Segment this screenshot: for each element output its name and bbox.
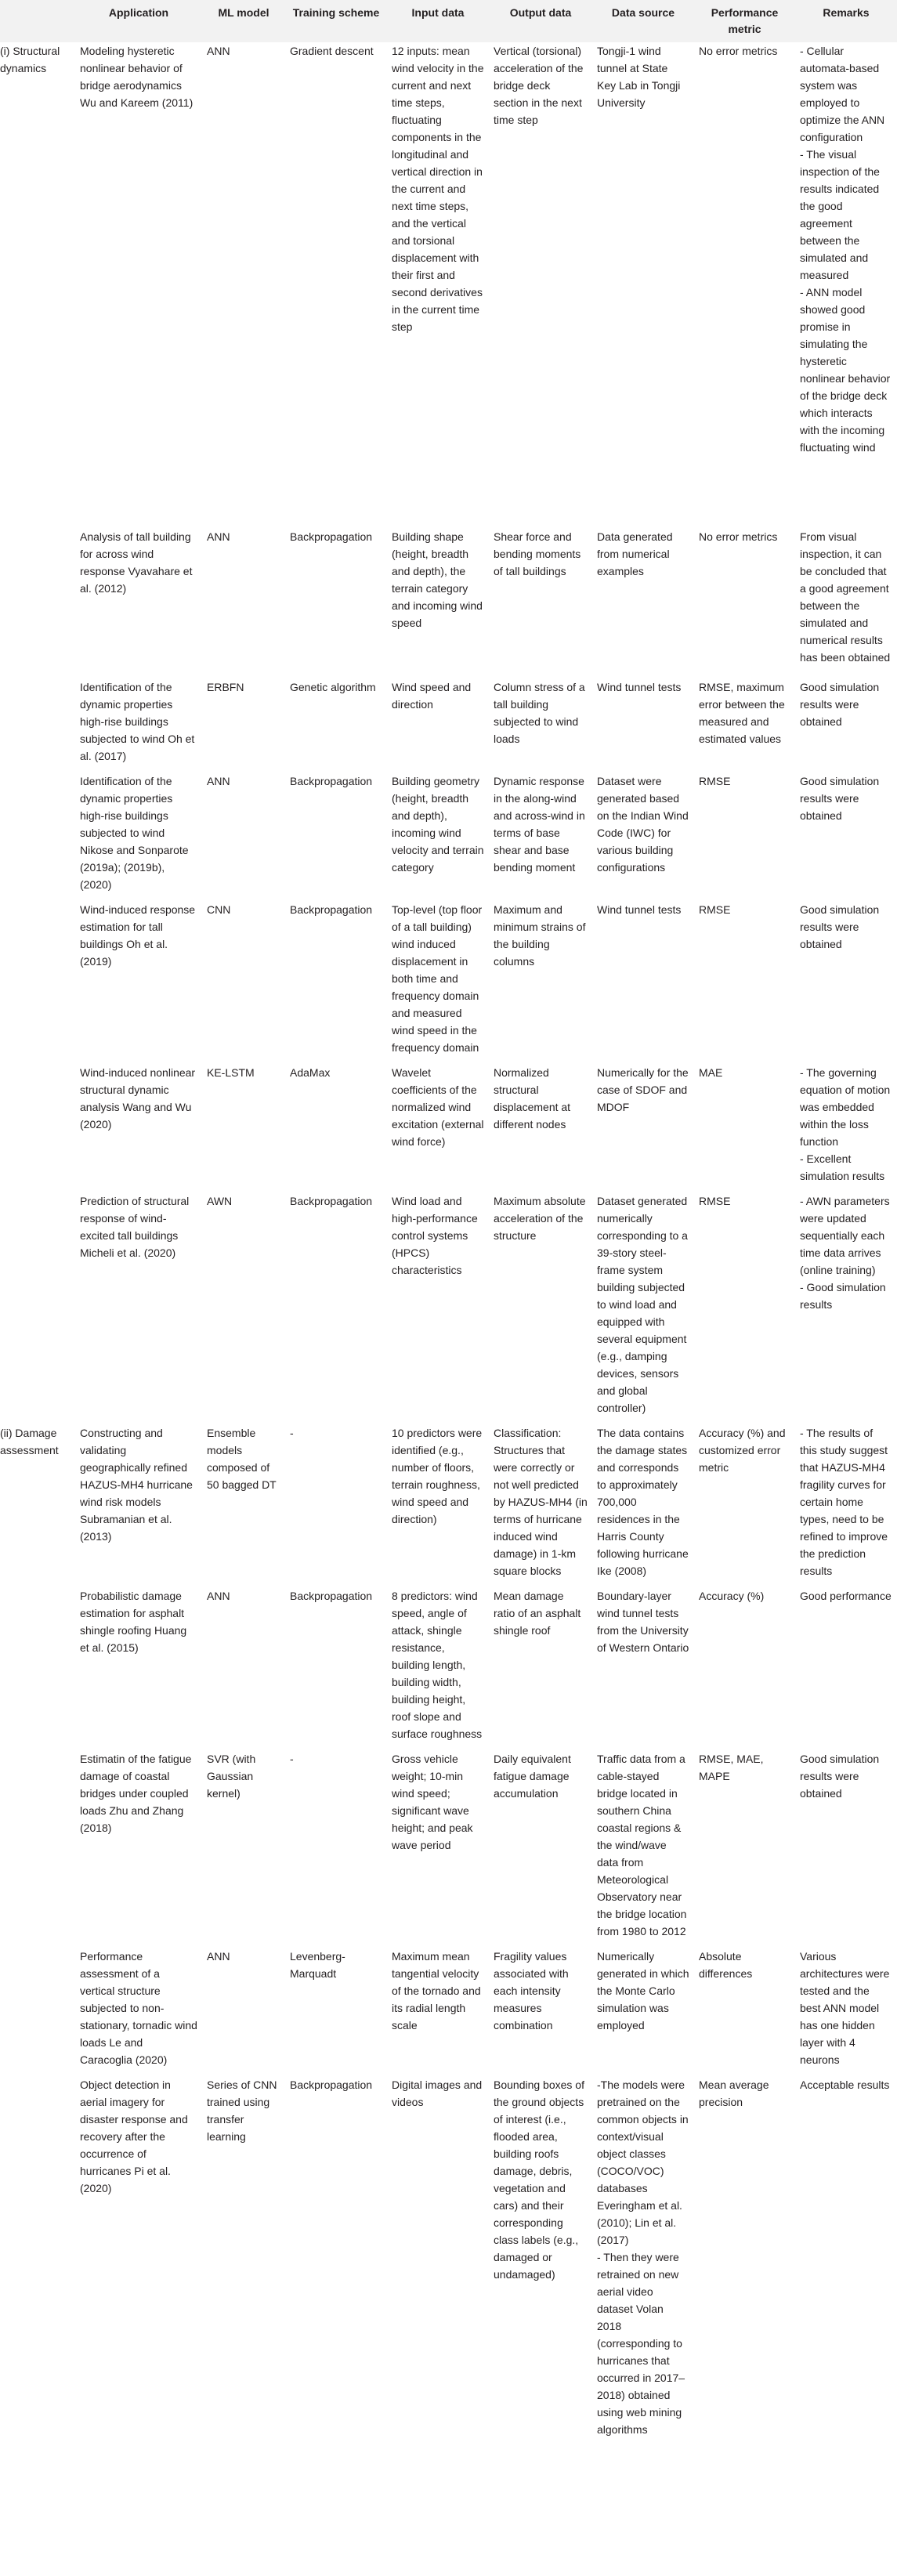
application-cell: Wind-induced nonlinear structural dynamic analysis Wang and Wu (2020): [80, 1066, 196, 1131]
output-data-cell: Shear force and bending moments of tall buildings: [494, 530, 581, 577]
ml-model-cell: ANN: [207, 775, 230, 787]
output-data-cell: Mean damage ratio of an asphalt shingle roof: [494, 1590, 581, 1637]
remark-line: - The visual inspection of the results indicated the good agreement between the simulated and measured: [800, 148, 880, 281]
remarks-cell: [795, 1064, 897, 1185]
training-scheme-cell: Backpropagation: [290, 2079, 373, 2091]
input-data-cell: Wind speed and direction: [392, 681, 472, 711]
source-line: - Then they were retrained on new aerial video dataset Volan 2018 (corresponding to hurricanes that occurred in 2017–2018) obtained using web mining algorithms: [597, 2251, 685, 2436]
column-header: Output data: [509, 6, 572, 19]
performance-metric-cell: RMSE, MAE, MAPE: [699, 1753, 764, 1782]
training-scheme-cell: Backpropagation: [290, 775, 373, 787]
input-data-cell: Building geometry (height, breadth and depth), incoming wind velocity and terrain category: [392, 775, 484, 874]
remarks-cell: [795, 772, 897, 893]
row-spacer: [0, 1579, 897, 1587]
table-row: [0, 772, 897, 893]
input-data-cell: 12 inputs: mean wind velocity in the current and next time steps, fluctuating components in the longitudinal and vertical direction in the current and next time steps, and the vertical and torsional displacement with their first and second derivatives in the current time step: [392, 45, 484, 333]
ml-model-cell: Ensemble models composed of 50 bagged DT: [207, 1427, 277, 1491]
remarks-cell: [795, 42, 897, 456]
application-cell: Object detection in aerial imagery for disaster response and recovery after the occurrence of hurricanes Pi et al. (2020): [80, 2079, 188, 2194]
application-cell: Modeling hysteretic nonlinear behavior of bridge aerodynamics Wu and Kareem (2011): [80, 45, 194, 109]
performance-metric-cell: MAE: [699, 1066, 723, 1079]
remark-line: - ANN model showed good promise in simulating the hysteretic nonlinear behavior of the bridge deck which interacts with the incoming fluctuating wind: [800, 286, 891, 454]
application-cell: Constructing and validating geographically refined HAZUS-MH4 hurricane wind risk models Subramanian et al. (2013): [80, 1427, 193, 1543]
data-source-cell: [592, 678, 694, 765]
performance-metric-cell: Mean average precision: [699, 2079, 769, 2108]
row-spacer: [0, 666, 897, 678]
row-spacer: [0, 765, 897, 772]
table-row: [0, 901, 897, 1056]
row-spacer: [0, 1416, 897, 1424]
category-cell: [0, 1750, 75, 1940]
performance-metric-cell: RMSE: [699, 1195, 731, 1207]
output-data-cell: Vertical (torsional) acceleration of the bridge deck section in the next time step: [494, 45, 584, 126]
remarks-cell: [795, 528, 897, 666]
application-cell: Analysis of tall building for across wind response Vyavahare et al. (2012): [80, 530, 193, 595]
input-data-cell: Maximum mean tangential velocity of the tornado and its radial length scale: [392, 1950, 481, 2031]
table-body: [0, 42, 897, 2446]
performance-metric-cell: Accuracy (%): [699, 1590, 765, 1602]
source-line: Wind tunnel tests: [597, 681, 682, 693]
ml-model-cell: Series of CNN trained using transfer learning: [207, 2079, 277, 2143]
performance-metric-cell: RMSE, maximum error between the measured and estimated values: [699, 681, 785, 745]
remark-line: - The governing equation of motion was embedded within the loss function: [800, 1066, 891, 1148]
ml-model-cell: ANN: [207, 1590, 230, 1602]
source-line: Traffic data from a cable-stayed bridge located in southern China coastal regions & the wind/wave data from Meteorological Observatory near the bridge location from 1980 to 2012: [597, 1753, 687, 1937]
remark-line: Good simulation results were obtained: [800, 1753, 880, 1800]
performance-metric-cell: RMSE: [699, 775, 731, 787]
performance-metric-cell: Absolute differences: [699, 1950, 753, 1980]
source-line: Wind tunnel tests: [597, 903, 682, 916]
row-spacer: [0, 456, 897, 528]
table-row: [0, 1948, 897, 2068]
data-source-cell: [592, 772, 694, 893]
ml-model-cell: ANN: [207, 1950, 230, 1963]
table-row: [0, 42, 897, 456]
training-scheme-cell: AdaMax: [290, 1066, 331, 1079]
output-data-cell: Maximum and minimum strains of the building columns: [494, 903, 586, 968]
input-data-cell: Gross vehicle weight; 10-min wind speed; significant wave height; and peak wave period: [392, 1753, 473, 1851]
category-cell: [0, 1192, 75, 1416]
remark-line: Good simulation results were obtained: [800, 775, 880, 822]
table-row: [0, 678, 897, 765]
application-cell: Wind-induced response estimation for tall buildings Oh et al. (2019): [80, 903, 196, 968]
source-line: Boundary-layer wind tunnel tests from the University of Western Ontario: [597, 1590, 689, 1654]
remark-line: - Cellular automata-based system was employed to optimize the ANN configuration: [800, 45, 885, 143]
input-data-cell: Wind load and high-performance control systems (HPCS) characteristics: [392, 1195, 478, 1276]
column-header: Data source: [611, 6, 675, 19]
data-source-cell: [592, 528, 694, 666]
output-data-cell: Column stress of a tall building subjected to wind loads: [494, 681, 585, 745]
application-cell: Estimatin of the fatigue damage of coastal bridges under coupled loads Zhu and Zhang (2018): [80, 1753, 192, 1834]
training-scheme-cell: Levenberg-Marquadt: [290, 1950, 345, 1980]
ml-model-cell: CNN: [207, 903, 231, 916]
input-data-cell: 10 predictors were identified (e.g., number of floors, terrain roughness, wind speed and direction): [392, 1427, 483, 1525]
column-header: ML model: [218, 6, 269, 19]
remarks-cell: [795, 1424, 897, 1579]
category-cell: [0, 2076, 75, 2438]
training-scheme-cell: Genetic algorithm: [290, 681, 376, 693]
table-row: [0, 1192, 897, 1416]
table-row: [0, 2076, 897, 2438]
remark-line: Acceptable results: [800, 2079, 890, 2091]
output-data-cell: Maximum absolute acceleration of the structure: [494, 1195, 586, 1242]
remarks-cell: [795, 1192, 897, 1416]
training-scheme-cell: Backpropagation: [290, 530, 373, 543]
row-spacer: [0, 2068, 897, 2076]
row-spacer: [0, 893, 897, 901]
input-data-cell: Wavelet coefficients of the normalized wind excitation (external wind force): [392, 1066, 484, 1148]
data-source-cell: [592, 1587, 694, 1742]
category-cell: [0, 1064, 75, 1185]
header-row: [0, 0, 897, 42]
remark-line: Good simulation results were obtained: [800, 681, 880, 728]
column-header: [0, 0, 75, 42]
training-scheme-cell: Backpropagation: [290, 903, 373, 916]
application-cell: Identification of the dynamic properties high-rise buildings subjected to wind Oh et al. (2017): [80, 681, 195, 762]
column-header: Training scheme: [292, 6, 380, 19]
source-line: Dataset generated numerically corresponding to a 39-story steel-frame system building subjected to wind load and equipped with several equipment (e.g., damping devices, sensors and global controller): [597, 1195, 688, 1414]
ml-model-cell: ANN: [207, 530, 230, 543]
row-spacer: [0, 1940, 897, 1948]
data-source-cell: [592, 901, 694, 1056]
data-source-cell: [592, 1948, 694, 2068]
column-header: Application: [108, 6, 169, 19]
output-data-cell: Fragility values associated with each intensity measures combination: [494, 1950, 569, 2031]
remark-line: From visual inspection, it can be concluded that a good agreement between the simulated and numerical results has been obtained: [800, 530, 891, 664]
category-cell: [0, 1948, 75, 2068]
data-source-cell: [592, 1064, 694, 1185]
training-scheme-cell: Gradient descent: [290, 45, 374, 57]
input-data-cell: Digital images and videos: [392, 2079, 483, 2108]
input-data-cell: Top-level (top floor of a tall building) wind induced displacement in both time and frequency domain and measured wind speed in the frequency domain: [392, 903, 483, 1054]
application-cell: Prediction of structural response of wind-excited tall buildings Micheli et al. (2020): [80, 1195, 190, 1259]
row-spacer: [0, 1185, 897, 1192]
source-line: The data contains the damage states and corresponds to approximately 700,000 residences in the Harris County following hurricane Ike (2008): [597, 1427, 689, 1577]
table-row: [0, 1424, 897, 1579]
remarks-cell: [795, 1750, 897, 1940]
output-data-cell: Dynamic response in the along-wind and across-wind in terms of base shear and base bending moment: [494, 775, 585, 874]
data-source-cell: [592, 2076, 694, 2438]
ml-model-cell: ANN: [207, 45, 230, 57]
application-cell: Identification of the dynamic properties high-rise buildings subjected to wind Nikose and Sonparote (2019a); (2019b), (2020): [80, 775, 189, 891]
row-spacer: [0, 2438, 897, 2446]
output-data-cell: Bounding boxes of the ground objects of interest (i.e., flooded area, building roofs damage, debris, vegetation and cars) and their corresponding class labels (e.g., damaged or undamaged): [494, 2079, 584, 2281]
remark-line: - The results of this study suggest that HAZUS-MH4 fragility curves for certain home types, need to be refined to improve the prediction results: [800, 1427, 888, 1577]
performance-metric-cell: No error metrics: [699, 530, 778, 543]
ml-model-cell: AWN: [207, 1195, 233, 1207]
training-scheme-cell: Backpropagation: [290, 1590, 373, 1602]
data-source-cell: [592, 1424, 694, 1579]
table-row: [0, 1750, 897, 1940]
remark-line: - Good simulation results: [800, 1281, 886, 1311]
column-header: Input data: [411, 6, 465, 19]
data-source-cell: [592, 1750, 694, 1940]
source-line: Dataset were generated based on the Indian Wind Code (IWC) for various building configurations: [597, 775, 689, 874]
source-line: Data generated from numerical examples: [597, 530, 673, 577]
category-cell: [0, 528, 75, 666]
data-source-cell: [592, 42, 694, 456]
table-row: [0, 1064, 897, 1185]
training-scheme-cell: Backpropagation: [290, 1195, 373, 1207]
category-cell: [0, 1587, 75, 1742]
category-cell: (ii) Damage assessment: [0, 1427, 59, 1456]
remarks-cell: [795, 2076, 897, 2438]
training-scheme-cell: -: [290, 1753, 294, 1765]
output-data-cell: Daily equivalent fatigue damage accumulation: [494, 1753, 571, 1800]
output-data-cell: Normalized structural displacement at different nodes: [494, 1066, 571, 1131]
column-header: Performance metric: [711, 6, 779, 35]
ml-model-cell: KE-LSTM: [207, 1066, 255, 1079]
category-cell: [0, 901, 75, 1056]
remark-line: Good simulation results were obtained: [800, 903, 880, 950]
table-row: [0, 1587, 897, 1742]
row-spacer: [0, 1742, 897, 1750]
remarks-cell: [795, 901, 897, 1056]
category-cell: [0, 678, 75, 765]
input-data-cell: 8 predictors: wind speed, angle of attack, shingle resistance, building length, building width, building height, roof slope and surface roughness: [392, 1590, 483, 1740]
remark-line: - AWN parameters were updated sequentially each time data arrives (online training): [800, 1195, 890, 1276]
data-source-cell: [592, 1192, 694, 1416]
performance-metric-cell: Accuracy (%) and customized error metric: [699, 1427, 786, 1474]
remark-line: Various architectures were tested and the best ANN model has one hidden layer with 4 neurons: [800, 1950, 890, 2066]
source-line: -The models were pretrained on the common objects in context/visual object classes (COCO/VOC) databases Everingham et al. (2010); Lin et al. (2017): [597, 2079, 689, 2246]
category-cell: (i) Structural dynamics: [0, 45, 60, 74]
source-line: Tongji-1 wind tunnel at State Key Lab in Tongji University: [597, 45, 681, 109]
category-cell: [0, 772, 75, 893]
remarks-cell: [795, 1948, 897, 2068]
column-header: Remarks: [823, 6, 870, 19]
source-line: Numerically for the case of SDOF and MDOF: [597, 1066, 689, 1113]
remark-line: - Excellent simulation results: [800, 1152, 885, 1182]
output-data-cell: Classification: Structures that were correctly or not well predicted by HAZUS-MH4 (in terms of hurricane induced wind damage) in 1-km square blocks: [494, 1427, 588, 1577]
ml-model-cell: ERBFN: [207, 681, 244, 693]
row-spacer: [0, 1056, 897, 1064]
remarks-cell: [795, 1587, 897, 1742]
performance-metric-cell: RMSE: [699, 903, 731, 916]
training-scheme-cell: -: [290, 1427, 294, 1439]
application-cell: Performance assessment of a vertical structure subjected to non-stationary, tornadic wind loads Le and Caracoglia (2020): [80, 1950, 197, 2066]
performance-metric-cell: No error metrics: [699, 45, 778, 57]
source-line: Numerically generated in which the Monte Carlo simulation was employed: [597, 1950, 689, 2031]
ml-model-cell: SVR (with Gaussian kernel): [207, 1753, 256, 1800]
input-data-cell: Building shape (height, breadth and depth), the terrain category and incoming wind speed: [392, 530, 483, 629]
application-cell: Probabilistic damage estimation for asphalt shingle roofing Huang et al. (2015): [80, 1590, 187, 1654]
remarks-cell: [795, 678, 897, 765]
table-row: [0, 528, 897, 666]
remark-line: Good performance: [800, 1590, 892, 1602]
